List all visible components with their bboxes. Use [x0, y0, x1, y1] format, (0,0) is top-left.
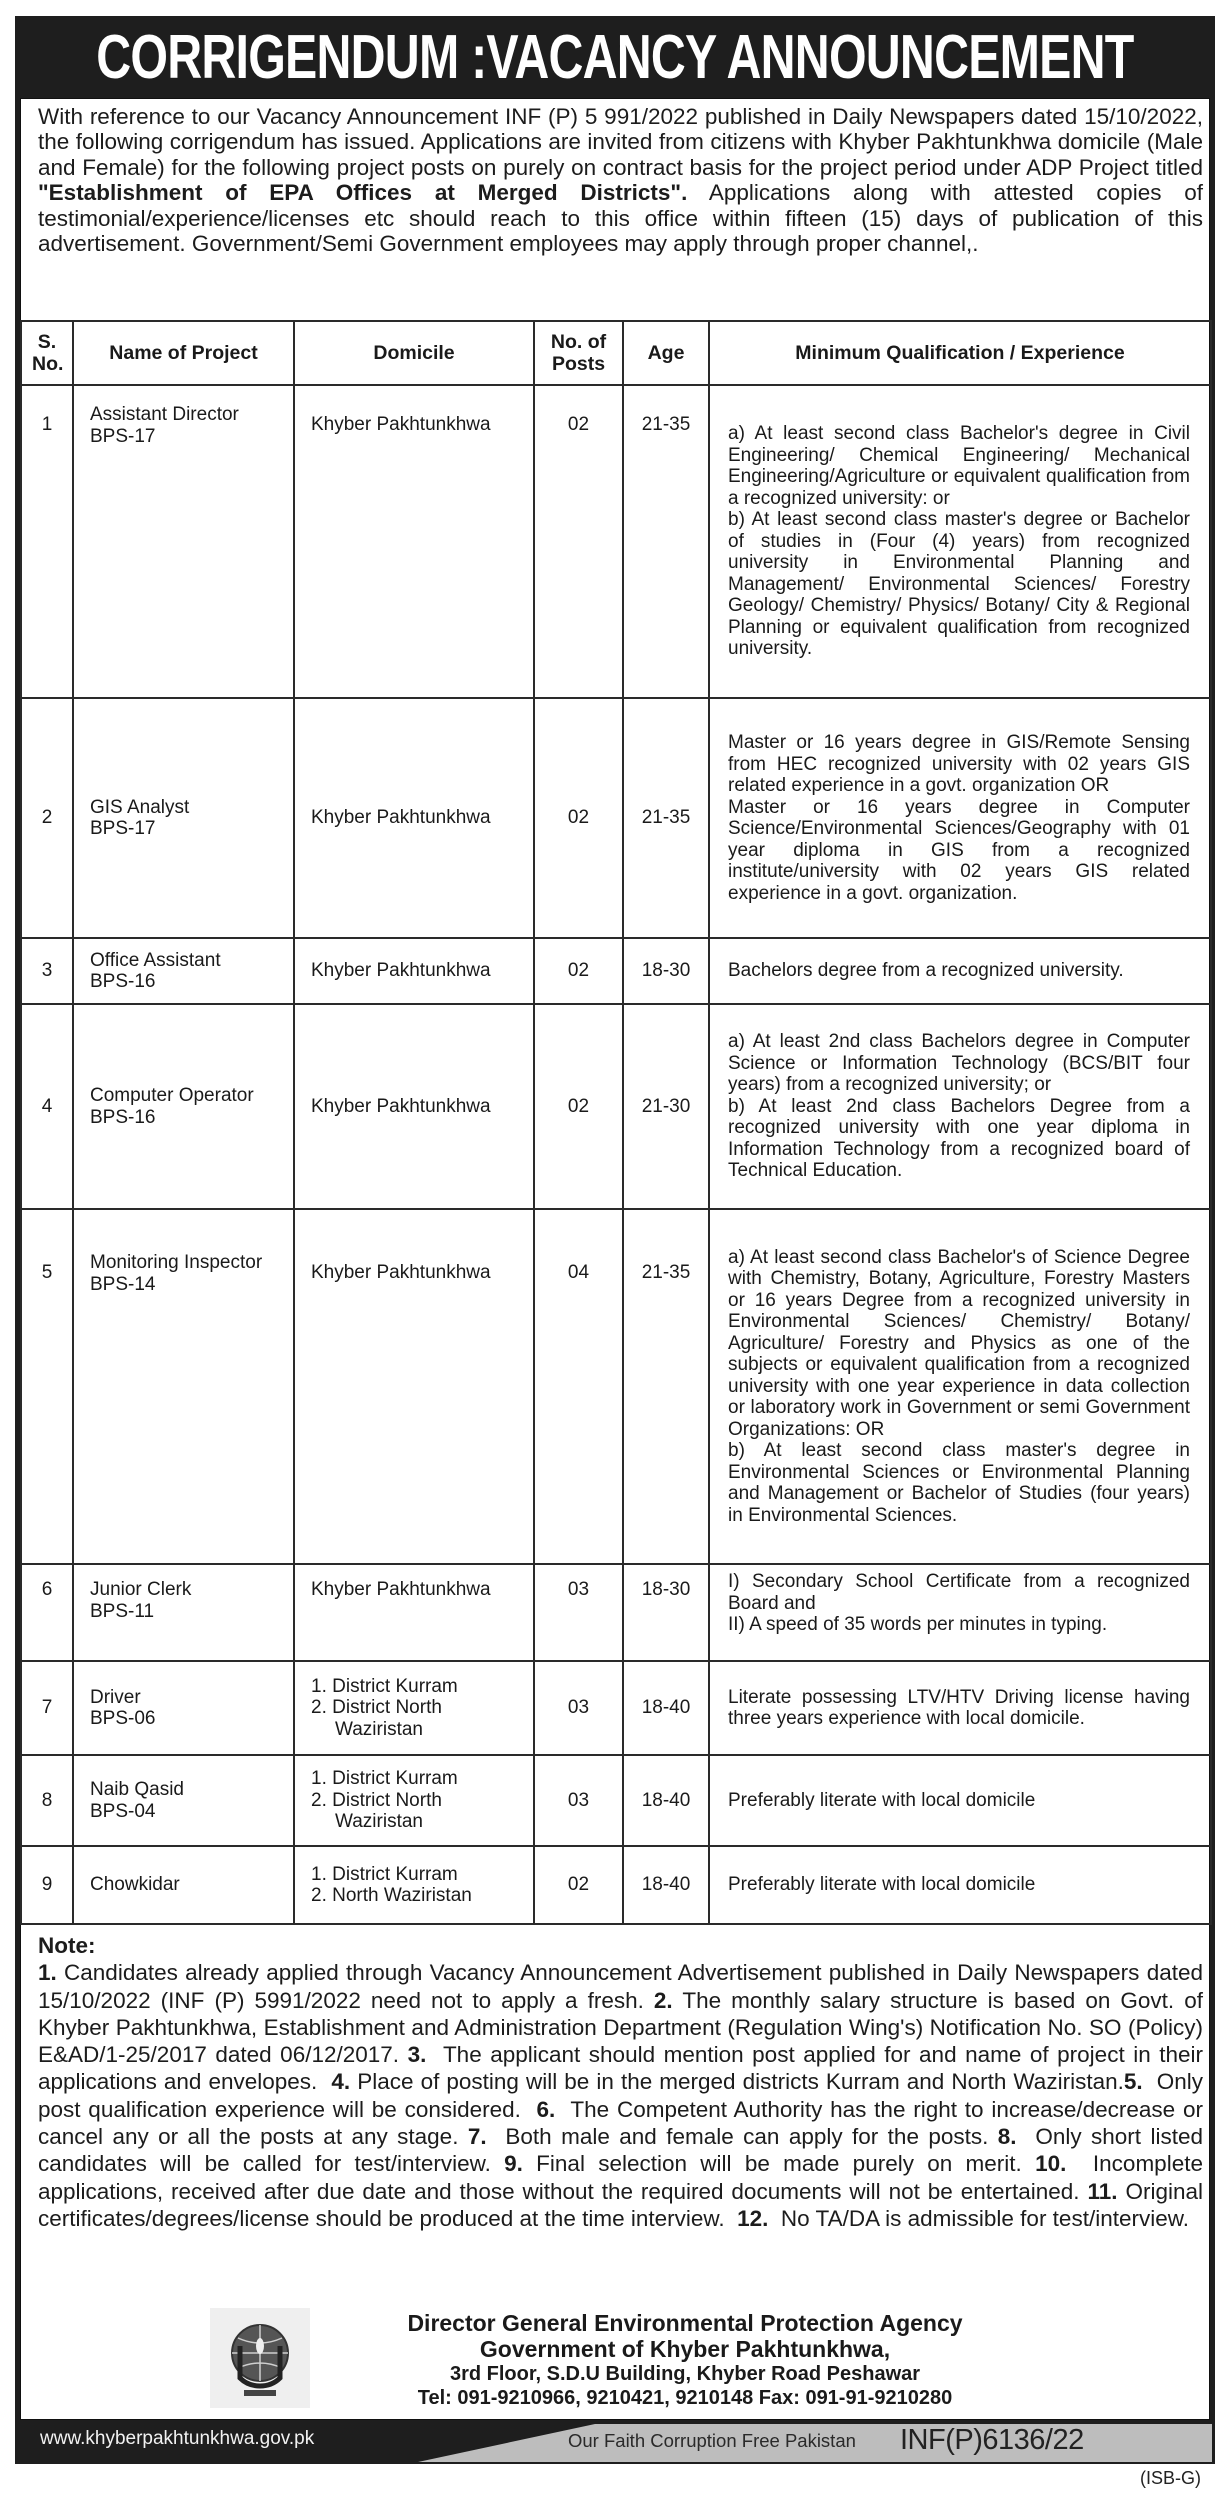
cell-qualification: [709, 1755, 1211, 1846]
domicile-line: 1. District Kurram: [311, 1768, 458, 1790]
cell-posts: 02: [534, 938, 623, 1004]
post-title: Computer Operator: [90, 1085, 254, 1106]
table-row: [21, 1209, 1211, 1564]
signature-contact: Tel: 091-9210966, 9210421, 9210148 Fax: 091-91-9210280: [417, 2387, 953, 2409]
post-bps: BPS-14: [90, 1273, 156, 1295]
note-item-number: 9.: [504, 2151, 523, 2177]
post-title: Junior Clerk: [90, 1579, 192, 1600]
signature-text: [335, 2310, 1035, 2410]
post-bps: BPS-04: [90, 1800, 156, 1822]
domicile-line: Khyber Pakhtunkhwa: [311, 1262, 491, 1283]
page-title: CORRIGENDUM :VACANCY ANNOUNCEMENT: [96, 22, 1134, 92]
cell-sno: 7: [21, 1661, 73, 1755]
qualification-line: b) At least second class master's degree or Bachelor of studies in (Four (4) years) from recognized university in Environmental Planning and Management/ Environmental Sciences/ Forestry Geology/ Chemistry/ Physics/ Botany/ City & Regional Planning or equivalent qualification from recognized university.: [728, 509, 1190, 660]
cell-posts: 03: [534, 1564, 623, 1661]
cell-project-name: [73, 1209, 294, 1564]
qualification-line: Preferably literate with local domicile: [728, 1874, 1036, 1896]
cell-sno: 2: [21, 698, 73, 938]
header-domicile: Domicile: [294, 321, 534, 385]
note-item-number: 11.: [1087, 2178, 1118, 2204]
cell-sno: 9: [21, 1846, 73, 1924]
cell-sno: 8: [21, 1755, 73, 1846]
post-title: Office Assistant: [90, 949, 221, 971]
cell-project-name: [73, 1755, 294, 1846]
cell-qualification: [709, 698, 1211, 938]
cell-domicile: [294, 1004, 534, 1209]
cell-sno: 6: [21, 1564, 73, 1661]
qualification-line: II) A speed of 35 words per minutes in typing.: [728, 1614, 1108, 1635]
note-item-number: 5.: [1123, 2069, 1143, 2095]
post-title: Driver: [90, 1686, 141, 1708]
qualification-line: a) At least 2nd class Bachelors degree in Computer Science or Information Technology (BCS/BIT four years) from a recognized university; or: [728, 1031, 1190, 1096]
vacancy-table: [20, 320, 1212, 1925]
signature-address: 3rd Floor, S.D.U Building, Khyber Road Peshawar: [449, 2363, 921, 2385]
cell-age: 18-40: [623, 1661, 709, 1755]
post-title: Chowkidar: [90, 1874, 180, 1896]
post-bps: BPS-17: [90, 818, 156, 839]
cell-age: 18-30: [623, 938, 709, 1004]
post-bps: BPS-17: [90, 425, 156, 447]
cell-domicile: [294, 1661, 534, 1755]
intro-paragraph: [38, 104, 1203, 256]
cell-domicile: [294, 1564, 534, 1661]
cell-domicile: [294, 385, 534, 698]
note-item-text: Candidates already applied through Vacancy Announcement Advertisement published in Daily Newspapers dated 15/10/2022 (INF (P) 5991/2022 need not to apply a fresh.: [38, 1960, 1210, 2013]
cell-domicile: [294, 938, 534, 1004]
table-row: [21, 698, 1211, 938]
cell-age: 21-35: [623, 698, 709, 938]
domicile-line: Khyber Pakhtunkhwa: [311, 414, 491, 435]
note-item-text: Incomplete applications, received after due date and those without the required documents will not be entertained.: [38, 2151, 1210, 2204]
post-bps: BPS-16: [90, 1106, 156, 1128]
cell-project-name: [73, 1564, 294, 1661]
cell-qualification: [709, 1564, 1211, 1661]
note-item-text: The applicant should mention post applied for and name of project in their applications and envelopes.: [38, 2042, 1210, 2095]
signature-line-2: Government of Khyber Pakhtunkhwa,: [479, 2336, 891, 2362]
footer-slogan: Our Faith Corruption Free Pakistan: [568, 2430, 856, 2451]
post-title: Naib Qasid: [90, 1779, 184, 1800]
qualification-line: Bachelors degree from a recognized university.: [728, 960, 1124, 982]
cell-project-name: [73, 1004, 294, 1209]
domicile-line: Khyber Pakhtunkhwa: [311, 1579, 491, 1600]
note-item-text: Place of posting will be in the merged districts Kurram and North Waziristan.: [350, 2069, 1124, 2095]
note-items: [38, 1960, 1209, 2231]
table-row: [21, 1661, 1211, 1755]
cell-domicile: [294, 1846, 534, 1924]
note-item-text: Both male and female can apply for the posts.: [486, 2124, 998, 2150]
qualification-line: Preferably literate with local domicile: [728, 1789, 1036, 1811]
cell-domicile: [294, 1209, 534, 1564]
cell-qualification: [709, 1846, 1211, 1924]
cell-posts: 03: [534, 1755, 623, 1846]
post-bps: BPS-11: [90, 1600, 155, 1622]
header-band: [15, 16, 1215, 98]
footer-inf-number: INF(P)6136/22: [900, 2424, 1084, 2456]
qualification-line: a) At least second class Bachelor's of Science Degree with Chemistry, Botany, Agriculture, Forestry Masters or 16 years Degree from a recognized university in Environmental Sciences/ Chemistry/ Botany/ Agriculture/ Forestry and Physics as one of the subjects or equivalent qualification from a recognized university with one year experience in data collection or laboratory work in Government or semi Government Organizations: OR: [728, 1246, 1190, 1440]
isb-code: (ISB-G): [1140, 2468, 1201, 2488]
cell-project-name: [73, 698, 294, 938]
cell-age: 18-40: [623, 1755, 709, 1846]
note-item-number: 12.: [737, 2205, 769, 2231]
note-section: [38, 1932, 1210, 2232]
footer-website-link[interactable]: www.khyberpakhtunkhwa.gov.pk: [40, 2428, 315, 2449]
cell-age: 21-35: [623, 385, 709, 698]
note-item-text: The Competent Authority has the right to increase/decrease or cancel any or all the posts at any stage.: [38, 2096, 1210, 2150]
post-title: Assistant Director: [90, 404, 239, 425]
table-header-row: [21, 321, 1211, 385]
domicile-line: Khyber Pakhtunkhwa: [311, 960, 491, 982]
header-age: Age: [623, 321, 709, 385]
note-item-number: 4.: [331, 2069, 351, 2095]
signature-line-1: Director General Environmental Protection Agency: [407, 2310, 963, 2336]
cell-project-name: [73, 1661, 294, 1755]
table-row: [21, 1755, 1211, 1846]
qualification-line: I) Secondary School Certificate from a recognized Board and: [728, 1571, 1190, 1614]
cell-domicile: [294, 698, 534, 938]
cell-sno: 4: [21, 1004, 73, 1209]
cell-project-name: [73, 1846, 294, 1924]
cell-sno: 1: [21, 385, 73, 698]
domicile-line: Khyber Pakhtunkhwa: [311, 1095, 491, 1117]
domicile-line: Waziristan: [335, 1811, 423, 1833]
domicile-line: 2. North Waziristan: [311, 1885, 472, 1906]
note-item-text: No TA/DA is admissible for test/interview.: [768, 2205, 1189, 2231]
cell-posts: 02: [534, 1846, 623, 1924]
header-name: Name of Project: [73, 321, 294, 385]
cell-age: 21-35: [623, 1209, 709, 1564]
table-row: [21, 1564, 1211, 1661]
cell-domicile: [294, 1755, 534, 1846]
header-qualification: Minimum Qualification / Experience: [709, 321, 1211, 385]
cell-project-name: [73, 385, 294, 698]
cell-project-name: [73, 938, 294, 1004]
note-item-text: Final selection will be made purely on merit.: [522, 2151, 1036, 2177]
cell-qualification: [709, 385, 1211, 698]
cell-qualification: [709, 938, 1211, 1004]
table-row: [21, 938, 1211, 1004]
qualification-line: Master or 16 years degree in GIS/Remote Sensing from HEC recognized university with 02 years GIS related experience in a govt. organization OR: [728, 732, 1190, 796]
qualification-line: a) At least second class Bachelor's degree in Civil Engineering/ Chemical Engineering/ Mechanical Engineering/Agriculture or equivalent qualification from a recognized university: or: [728, 423, 1190, 509]
note-item-number: 8.: [997, 2124, 1017, 2150]
intro-project-title: "Establishment of EPA Offices at Merged Districts".: [38, 180, 688, 206]
domicile-line: 1. District Kurram: [311, 1863, 458, 1885]
note-item-text: Only short listed candidates will be called for test/interview.: [38, 2124, 1210, 2177]
qualification-line: b) At least second class master's degree in Environmental Sciences or Environmental Planning and Management or Bachelor of Studies (four years) in Environmental Sciences.: [728, 1440, 1190, 1526]
note-item-number: 7.: [467, 2124, 487, 2150]
cell-posts: 02: [534, 1004, 623, 1209]
note-item-text: Original certificates/degrees/license should be produced at the time interview.: [38, 2178, 1210, 2231]
cell-age: 21-30: [623, 1004, 709, 1209]
post-bps: BPS-06: [90, 1708, 156, 1729]
qualification-line: b) At least 2nd class Bachelors Degree from a recognized university with one year diploma in Information Technology from a recognized board of Technical Education.: [728, 1095, 1190, 1182]
cell-sno: 5: [21, 1209, 73, 1564]
note-heading: Note:: [38, 1933, 96, 1958]
cell-age: 18-30: [623, 1564, 709, 1661]
header-sno: S. No.: [21, 321, 73, 385]
note-item-number: 3.: [407, 2042, 427, 2068]
cell-posts: 04: [534, 1209, 623, 1564]
table-row: [21, 385, 1211, 698]
cell-posts: 03: [534, 1661, 623, 1755]
domicile-line: Khyber Pakhtunkhwa: [311, 807, 491, 829]
note-item-text: The monthly salary structure is based on Govt. of Khyber Pakhtunkhwa, Establishment and Administration Department (Regulation Wing's) Notification No. SO (Policy) E&AD/1-25/2017 dated 06/12/2017.: [38, 1987, 1210, 2068]
epa-logo-icon: [210, 2308, 310, 2408]
intro-text-after: Applications along with attested copies of testimonial/experience/licenses etc should reach to this office within fifteen (15) days of publication of this advertisement. Government/Semi Government employees may apply through proper channel,.: [38, 180, 1203, 257]
cell-posts: 02: [534, 385, 623, 698]
note-item-number: 10.: [1035, 2151, 1067, 2177]
note-item-number: 6.: [536, 2096, 556, 2122]
cell-qualification: [709, 1209, 1211, 1564]
table-row: [21, 1004, 1211, 1209]
intro-text-before: With reference to our Vacancy Announcement INF (P) 5 991/2022 published in Daily Newspapers dated 15/10/2022, the following corrigendum has issued. Applications are invited from citizens with Khyber Pakhtunkhwa domicile (Male and Female) for the following project posts on purely on contract basis for the project period under ADP Project titled: [38, 104, 1203, 180]
cell-posts: 02: [534, 698, 623, 938]
table-row: [21, 1846, 1211, 1924]
domicile-line: 2. District North: [311, 1789, 442, 1811]
header-posts: No. of Posts: [534, 321, 623, 385]
signature-block: [210, 2308, 1030, 2416]
domicile-line: 1. District Kurram: [311, 1675, 458, 1697]
cell-qualification: [709, 1004, 1211, 1209]
note-item-text: Only post qualification experience will be considered.: [38, 2069, 1210, 2122]
note-item-number: 2.: [653, 1987, 673, 2013]
domicile-line: Waziristan: [335, 1718, 423, 1740]
cell-qualification: [709, 1661, 1211, 1755]
cell-sno: 3: [21, 938, 73, 1004]
post-title: GIS Analyst: [90, 796, 190, 818]
qualification-line: Master or 16 years degree in Computer Science/Environmental Sciences/Geography with 01 year diploma in GIS from a recognized institute/university with 02 years GIS related experience in a govt. organization.: [728, 796, 1190, 904]
cell-age: 18-40: [623, 1846, 709, 1924]
note-item-number: 1.: [38, 1960, 57, 1986]
epa-logo: [210, 2308, 310, 2408]
post-title: Monitoring Inspector: [90, 1252, 263, 1273]
qualification-line: Literate possessing LTV/HTV Driving license having three years experience with local domicile.: [728, 1686, 1190, 1729]
post-bps: BPS-16: [90, 971, 156, 992]
domicile-line: 2. District North: [311, 1697, 442, 1719]
